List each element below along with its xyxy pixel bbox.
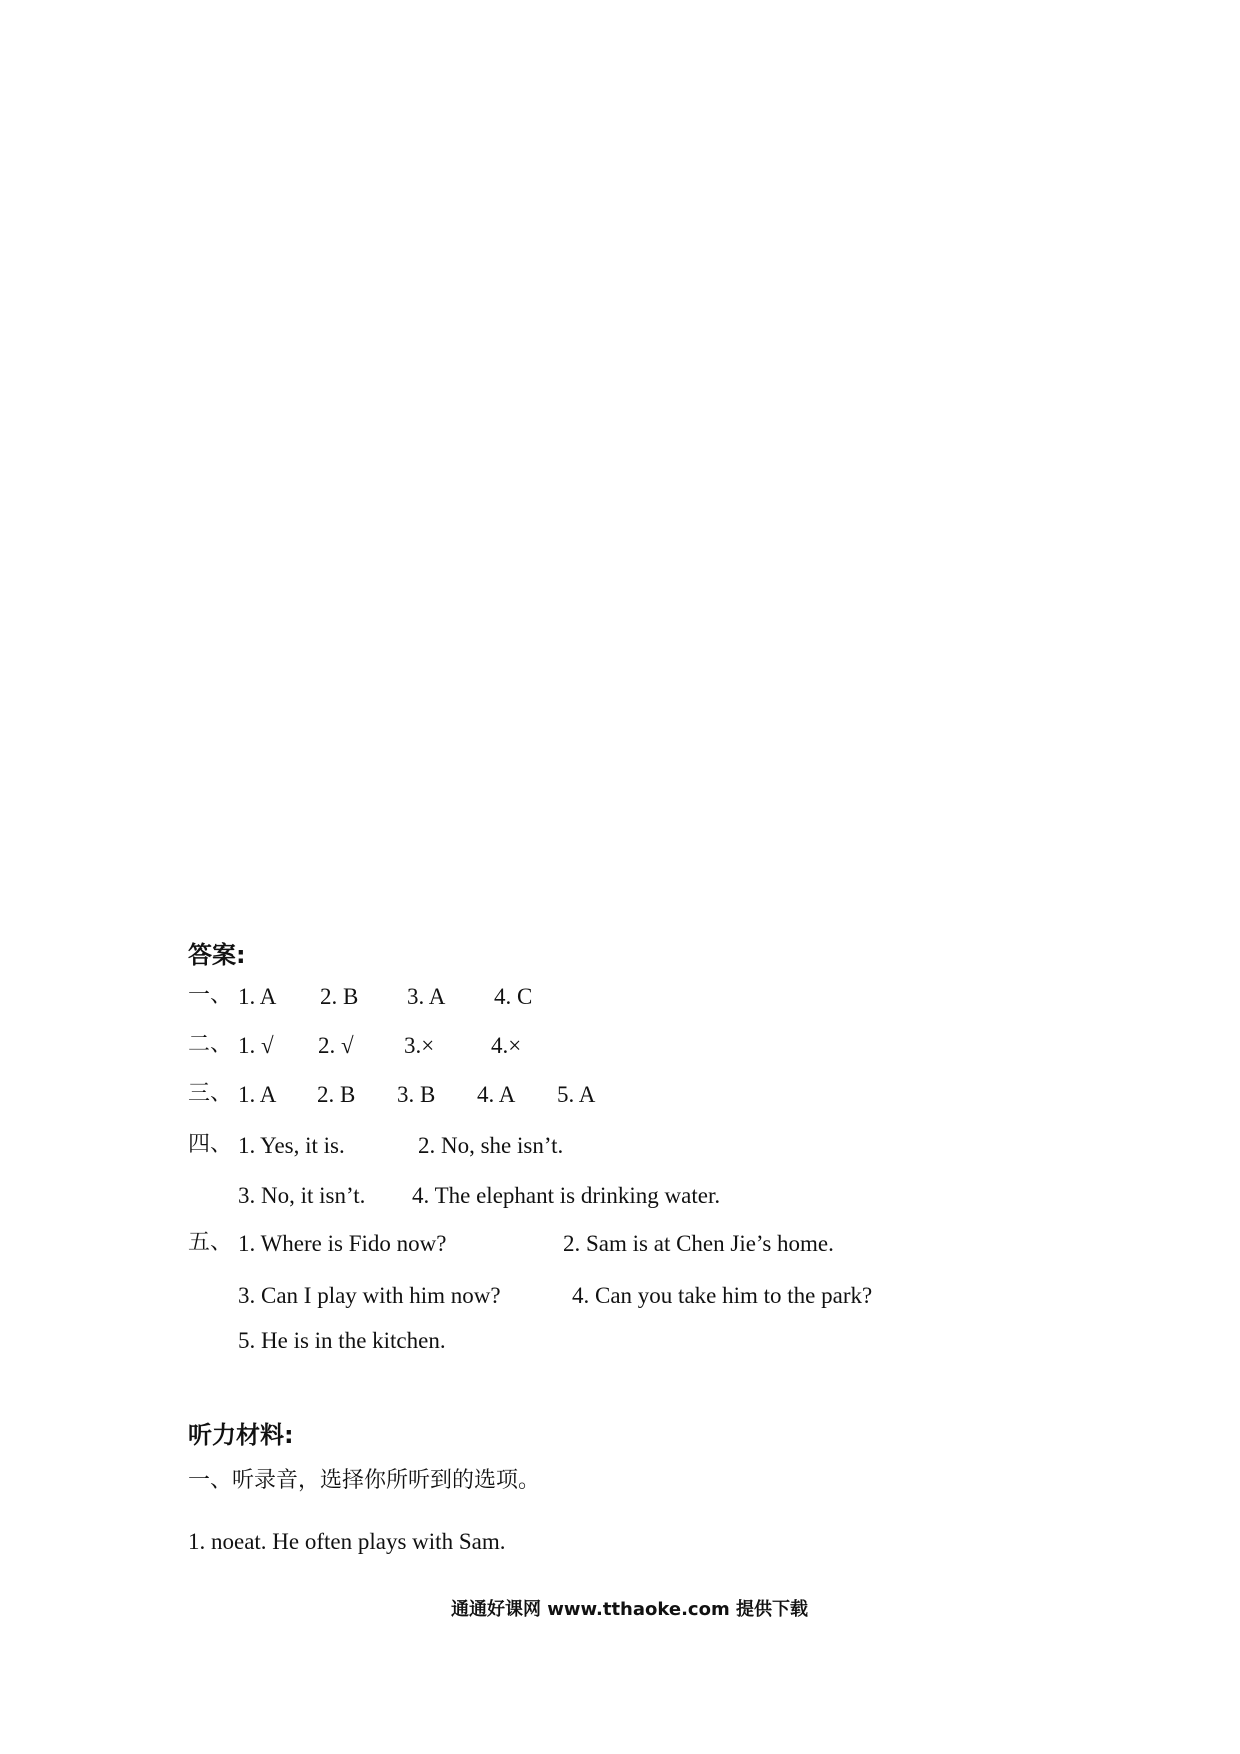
answer-item: 4.× (491, 1033, 522, 1058)
answer-item: 4. Can you take him to the park? (572, 1283, 873, 1308)
answer-item: 1. A (238, 984, 277, 1009)
answer-item: 2. B (320, 984, 359, 1009)
row-prefix: 四、 (188, 1132, 233, 1157)
answer-item: 1. Yes, it is. (238, 1133, 345, 1158)
footer-text: 通通好课网 www.tthaoke.com 提供下载 (451, 1599, 808, 1620)
answer-item: 2. No, she isn’t. (418, 1133, 564, 1158)
answer-item: 4. A (477, 1082, 516, 1107)
listening-section-title: 一、听录音，选择你所听到的选项。 (188, 1468, 541, 1493)
answer-item: 3. B (397, 1082, 436, 1107)
answer-item: 3. A (407, 984, 446, 1009)
answer-item: 4. The elephant is drinking water. (412, 1183, 721, 1208)
listening-heading: 听力材料: (188, 1421, 294, 1449)
answer-item: 1. A (238, 1082, 277, 1107)
answer-item: 3. Can I play with him now? (238, 1283, 501, 1308)
listening-item: 1. noeat. He often plays with Sam. (188, 1529, 506, 1554)
answer-item: 4. C (494, 984, 533, 1009)
row-prefix: 一、 (188, 983, 233, 1008)
answer-item: 2. B (317, 1082, 356, 1107)
answer-item: 3.× (404, 1033, 435, 1058)
answer-item: 2. Sam is at Chen Jie’s home. (563, 1231, 834, 1256)
answer-item: 2. √ (318, 1033, 354, 1058)
answer-item: 3. No, it isn’t. (238, 1183, 366, 1208)
row-prefix: 二、 (188, 1032, 233, 1057)
answer-heading: 答案: (188, 941, 246, 969)
answer-item: 1. √ (238, 1033, 274, 1058)
row-prefix: 三、 (188, 1081, 233, 1106)
answer-item: 5. A (557, 1082, 596, 1107)
answer-row-5-cont2: 5. He is in the kitchen. (238, 1328, 446, 1353)
answer-item: 1. Where is Fido now? (238, 1231, 447, 1256)
row-prefix: 五、 (188, 1230, 233, 1255)
